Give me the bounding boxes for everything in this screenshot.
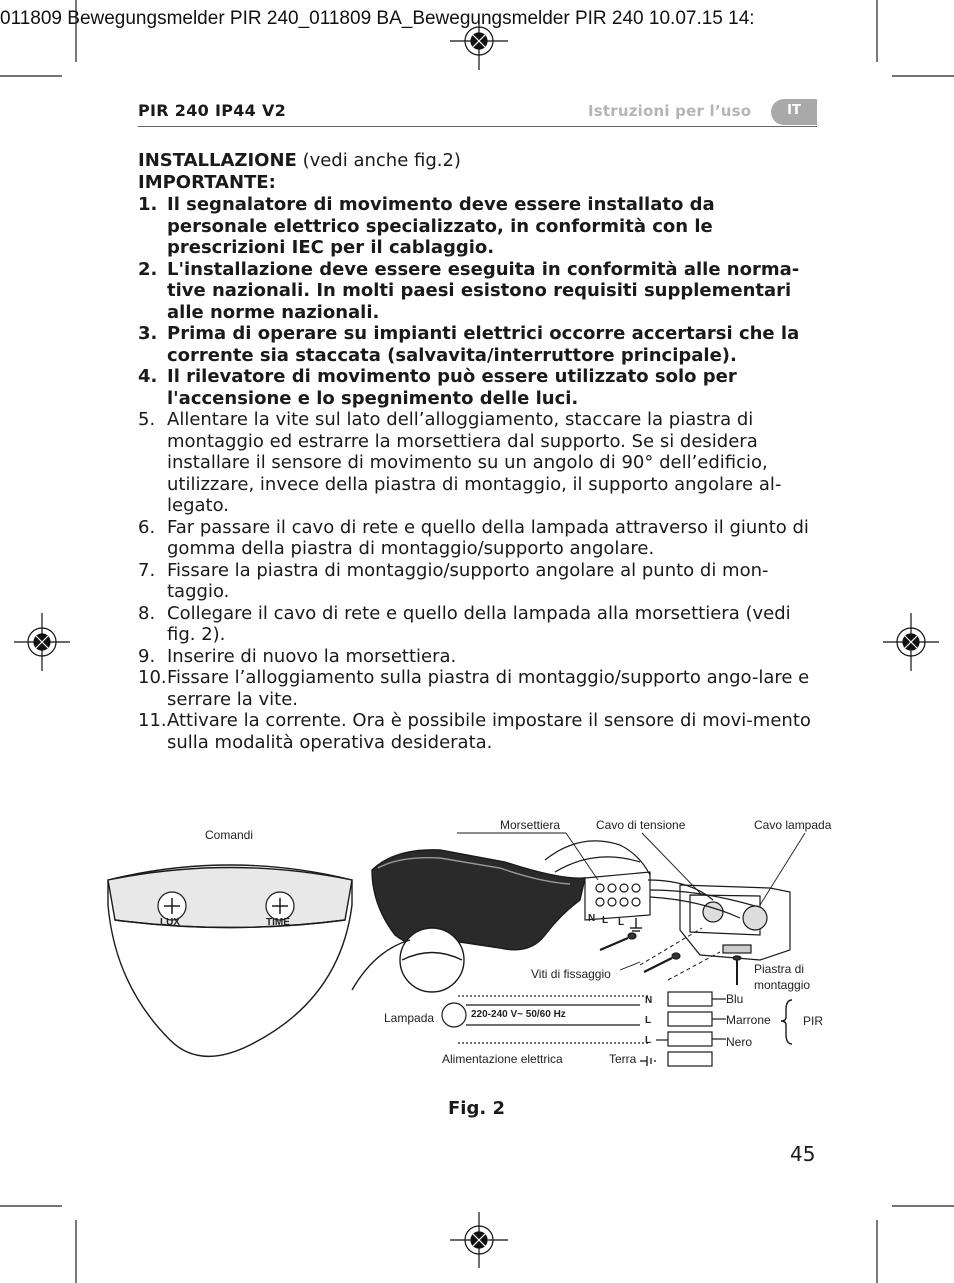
list-item <box>138 323 818 366</box>
installation-title: INSTALLAZIONE <box>138 150 297 171</box>
list-item <box>138 667 818 710</box>
terminal-l1-label: L <box>602 915 609 926</box>
time-label: TIME <box>266 917 290 928</box>
list-item <box>138 517 818 560</box>
item-text: Prima di operare su impianti elettrici occorre accertarsi che la corrente sia staccata (salvavita/interruttore principale). <box>167 323 800 366</box>
list-item <box>138 710 818 753</box>
sensor-head-illustration <box>108 865 352 1056</box>
list-item <box>138 366 818 409</box>
item-text: Far passare il cavo di rete e quello della lampada attraverso il giunto di gomma della piastra di montaggio/supporto angolare. <box>167 516 809 559</box>
item-text: L'installazione deve essere eseguita in conformità alle norma-tive nazionali. In molti paesi esistono requisiti supplementari alle norme nazionali. <box>167 258 800 323</box>
item-text: Inserire di nuovo la morsettiera. <box>167 645 457 667</box>
time-knob <box>266 892 294 928</box>
marrone-label: Marrone <box>726 1013 771 1027</box>
list-item <box>138 259 818 324</box>
blu-label: Blu <box>726 992 744 1006</box>
registration-mark-left <box>14 613 70 671</box>
item-text: Fissare l’alloggiamento sulla piastra di montaggio/supporto ango-lare e serrare la vite. <box>167 667 810 710</box>
item-text: Il rilevatore di movimento può essere utilizzato solo per l'accensione e lo spegnimento delle luci. <box>167 366 737 409</box>
list-item <box>138 409 818 517</box>
header-rule <box>138 126 817 127</box>
comandi-label: Comandi <box>205 828 254 842</box>
item-text: Attivare la corrente. Ora è possibile impostare il sensore di movi-mento sulla modalità operativa desiderata. <box>167 710 811 753</box>
terminal-markers <box>645 995 652 1046</box>
installation-note: (vedi anche fig.2) <box>302 150 461 171</box>
ground-icon <box>630 918 642 931</box>
mounting-plate-illustration <box>648 880 790 960</box>
schematic-n-label: N <box>645 995 653 1006</box>
item-text: Allentare la vite sul lato dell’alloggiamento, staccare la piastra di montaggio ed estrarre la morsettiera dal supporto. Se si desidera installare il sensore di movimento su un angolo di 90° dell’edificio, utilizzare, invece della piastra di montaggio, il supporto angolare al-legato. <box>167 409 782 516</box>
pir-label: PIR <box>803 1014 824 1028</box>
important-heading: IMPORTANTE: <box>138 171 276 193</box>
lampada-label: Lampada <box>384 1011 435 1025</box>
list-item <box>138 194 818 259</box>
item-number: 3. <box>138 323 158 344</box>
cavo-tensione-label: Cavo di tensione <box>596 818 686 832</box>
terminal-l2-label: L <box>618 917 625 928</box>
item-number: 1. <box>138 194 158 215</box>
installation-heading <box>138 150 818 172</box>
registration-mark-top <box>450 14 508 70</box>
terra-label: Terra <box>609 1052 637 1066</box>
nero-label: Nero <box>726 1035 753 1049</box>
voltage-label: 220-240 V~ 50/60 Hz <box>471 1009 566 1020</box>
registration-mark-right <box>883 613 939 671</box>
item-number: 4. <box>138 366 158 387</box>
language-code: IT <box>787 103 801 118</box>
schematic-l1-label: L <box>645 1015 652 1026</box>
viti-fissaggio-label: Viti di fissaggio <box>531 967 611 981</box>
language-badge <box>771 99 817 125</box>
item-number: 10. <box>138 667 167 688</box>
piastra-label-line1: Piastra di <box>754 962 805 976</box>
list-item <box>138 560 818 603</box>
figure-caption: Fig. 2 <box>448 1098 505 1119</box>
list-item <box>138 603 818 646</box>
page-number: 45 <box>790 1142 816 1166</box>
item-number: 5. <box>138 409 156 430</box>
item-text: Collegare il cavo di rete e quello della lampada alla morsettiera (vedi fig. 2). <box>167 602 791 645</box>
list-item <box>138 646 818 668</box>
product-model: PIR 240 IP44 V2 <box>138 101 287 120</box>
print-slug-line: 011809 Bewegungsmelder PIR 240_011809 BA_Bewegungsmelder PIR 240 10.07.15 14: <box>0 8 755 29</box>
morsettiera-label: Morsettiera <box>500 818 561 832</box>
item-number: 7. <box>138 559 156 581</box>
item-number: 6. <box>138 516 156 538</box>
cavo-lampada-label: Cavo lampada <box>754 818 832 832</box>
ground-icon <box>640 1056 655 1066</box>
item-number: 2. <box>138 258 158 280</box>
terminal-n-label: N <box>588 913 596 924</box>
item-number: 11. <box>138 710 167 731</box>
section-title: Istruzioni per l’uso <box>588 102 752 120</box>
item-number: 9. <box>138 645 156 667</box>
schematic-l2-label: L <box>645 1035 652 1046</box>
item-text: Fissare la piastra di montaggio/supporto angolare al punto di mon-taggio. <box>167 559 769 602</box>
item-number: 8. <box>138 602 156 624</box>
wiring-diagram <box>0 800 954 1080</box>
item-text: Il segnalatore di movimento deve essere installato da personale elettrico specializzato, in conformità con le prescrizioni IEC per il cablaggio. <box>167 194 715 258</box>
alimentazione-label: Alimentazione elettrica <box>442 1052 563 1066</box>
registration-mark-bottom <box>450 1212 508 1268</box>
installation-section <box>138 150 818 753</box>
piastra-label-line2: montaggio <box>754 978 811 992</box>
lux-label: LUX <box>160 917 180 928</box>
